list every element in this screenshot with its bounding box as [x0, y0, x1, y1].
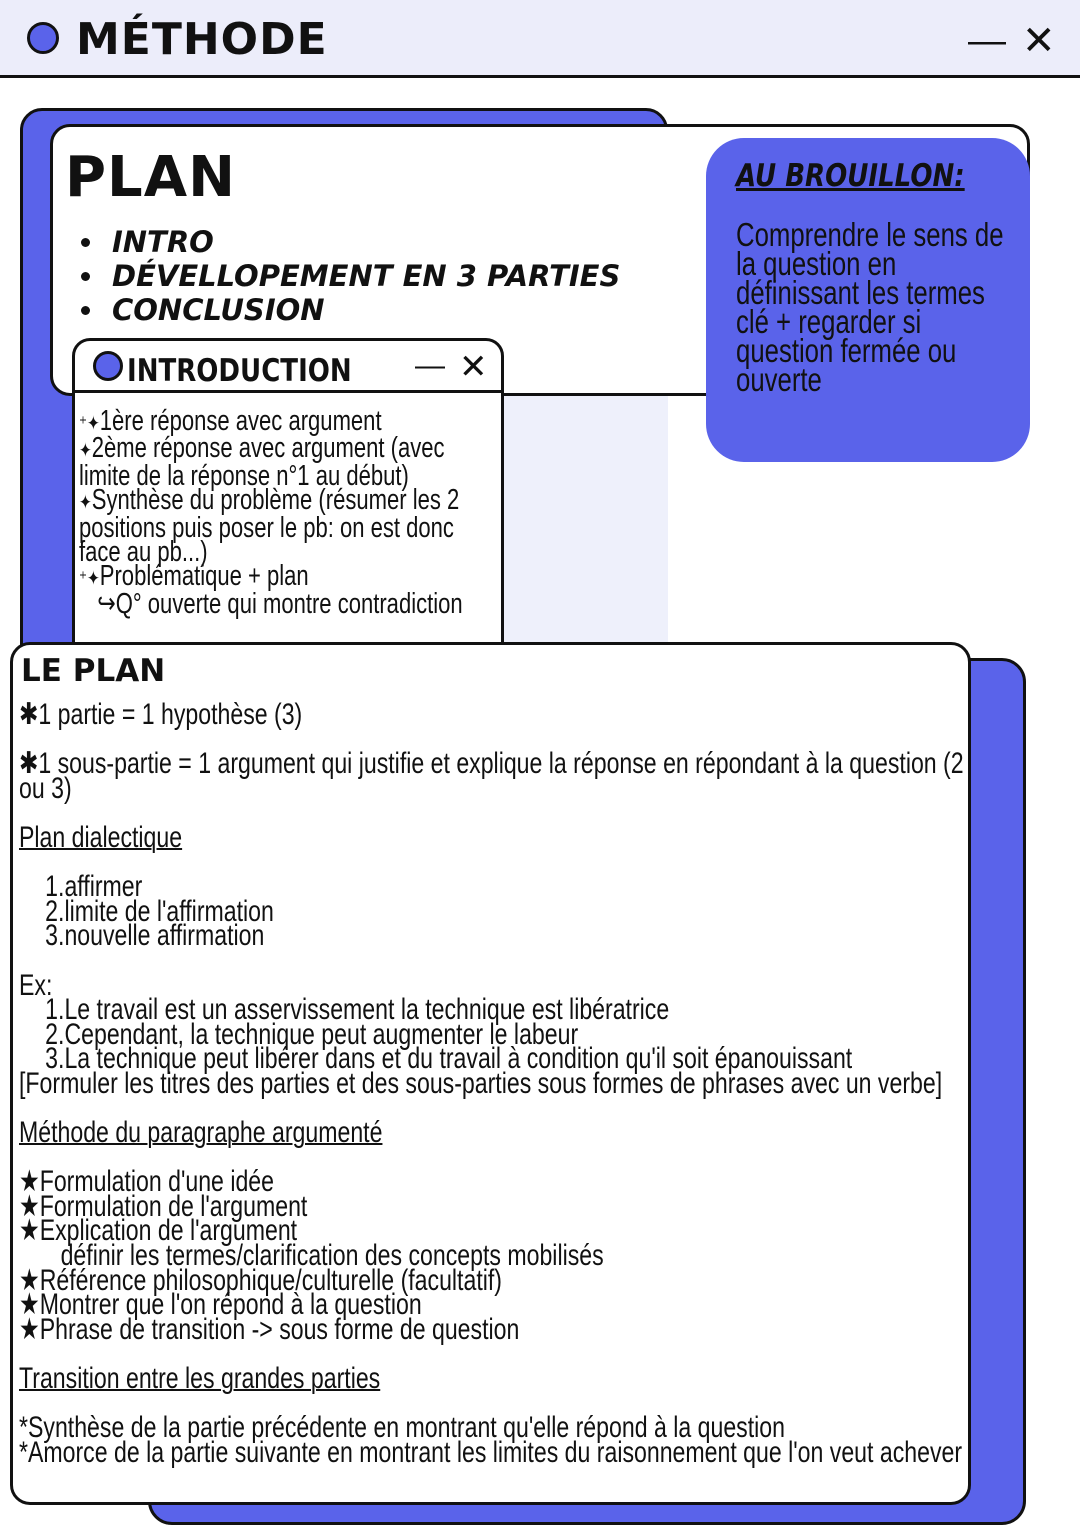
- title-bar: [0, 0, 1080, 78]
- bullet-icon: [81, 306, 90, 315]
- intro-line: positions puis poser le pb: on est donc: [79, 511, 454, 544]
- curved-arrow-icon: ↪: [97, 587, 116, 620]
- introduction-minimize-button[interactable]: —: [415, 349, 445, 382]
- introduction-close-button[interactable]: ✕: [459, 348, 488, 386]
- brouillon-card: [706, 138, 1030, 462]
- plan-title: PLAN: [65, 145, 236, 210]
- paragraphe-item: ★Référence philosophique/culturelle (facultatif): [19, 1263, 502, 1297]
- circle-icon: [27, 22, 59, 54]
- paragraphe-item: ★Explication de l'argument: [19, 1214, 298, 1248]
- example-item: 1.Le travail est un asservissement la technique est libératrice: [45, 993, 670, 1027]
- rule-partie: ✱1 partie = 1 hypothèse (3): [19, 698, 303, 731]
- transition-item: *Synthèse de la partie précédente en montrant qu'elle répond à la question: [19, 1411, 785, 1445]
- minimize-button[interactable]: —: [968, 20, 1006, 62]
- intro-line: ✦2ème réponse avec argument (avec: [79, 432, 445, 465]
- example-note: [Formuler les titres des parties et des sous-parties sous formes de phrases avec un verbe]: [19, 1066, 943, 1100]
- background-window-pane: [499, 393, 668, 669]
- ex-label: Ex:: [19, 968, 53, 1002]
- window-title: MÉTHODE: [76, 14, 328, 65]
- star-icon: ★: [19, 1214, 40, 1248]
- heading-paragraphe: Méthode du paragraphe argumenté: [19, 1116, 383, 1150]
- introduction-title: INTRODUCTION: [127, 353, 352, 389]
- dialectique-item: 1.affirmer: [45, 870, 143, 904]
- paragraphe-subitem: définir les termes/clarification des concepts mobilisés: [60, 1239, 604, 1273]
- intro-line: limite de la réponse n°1 au début): [79, 459, 409, 492]
- paragraphe-item: ★Phrase de transition -> sous forme de question: [19, 1312, 520, 1346]
- intro-line: ⁺✦Problématique + plan: [79, 560, 309, 593]
- introduction-window: [72, 338, 504, 656]
- intro-line: ⁺✦1ère réponse avec argument: [79, 405, 382, 437]
- star-burst-icon: ✱: [19, 698, 39, 731]
- le-plan-card: [10, 642, 971, 1505]
- plan-item-intro: INTRO: [81, 225, 620, 259]
- heading-transition: Transition entre les grandes parties: [19, 1362, 381, 1396]
- introduction-header: [75, 341, 501, 393]
- plan-item-developpement: DÉVELLOPEMENT EN 3 PARTIES: [81, 259, 620, 293]
- paragraphe-item: ★Formulation de l'argument: [19, 1189, 308, 1223]
- rule-sous-partie: ✱1 sous-partie = 1 argument qui justifie et explique la réponse en répondant à la question (2: [19, 747, 964, 781]
- star-icon: ★: [19, 1165, 40, 1199]
- transition-item: *Amorce de la partie suivante en montrant les limites du raisonnement que l'on veut achever: [19, 1435, 963, 1469]
- brouillon-text: Comprendre le sens de la question en définissant les termes clé + regarder si question fermée ou ouverte: [736, 216, 1004, 398]
- star-burst-icon: ✱: [19, 747, 39, 781]
- star-icon: ★: [19, 1312, 40, 1346]
- star-icon: ★: [19, 1189, 40, 1223]
- circle-icon: [93, 351, 123, 381]
- dialectique-item: 3.nouvelle affirmation: [45, 919, 265, 953]
- rule-sous-partie-cont: ou 3): [19, 771, 72, 805]
- introduction-body: [79, 405, 474, 620]
- intro-line: ↪Q° ouverte qui montre contradiction: [97, 587, 463, 620]
- intro-line: ✦Synthèse du problème (résumer les 2: [79, 484, 460, 517]
- close-button[interactable]: ✕: [1022, 19, 1056, 63]
- heading-plan-dialectique: Plan dialectique: [19, 820, 183, 854]
- plan-item-conclusion: CONCLUSION: [81, 293, 620, 327]
- star-icon: ★: [19, 1288, 40, 1322]
- star-icon: ★: [19, 1263, 40, 1297]
- plan-list: [81, 225, 620, 327]
- sparkle-icon: ✦: [79, 440, 92, 463]
- dialectique-item: 2.limite de l'affirmation: [45, 894, 274, 928]
- intro-line: face au pb...): [79, 536, 208, 569]
- example-item: 3.La technique peut libérer dans et du travail à condition qu'il soit épanouissant: [45, 1042, 853, 1076]
- example-item: 2.Cependant, la technique peut augmenter le labeur: [45, 1017, 579, 1051]
- sparkle-icon: ⁺✦: [79, 568, 100, 591]
- sparkle-icon: ✦: [79, 492, 92, 515]
- brouillon-title: AU BROUILLON:: [736, 158, 965, 194]
- sparkle-icon: ⁺✦: [79, 413, 100, 435]
- paragraphe-item: ★Montrer que l'on répond à la question: [19, 1288, 422, 1322]
- paragraphe-item: ★Formulation d'une idée: [19, 1165, 274, 1199]
- bullet-icon: [81, 272, 90, 281]
- le-plan-title: LE PLAN: [21, 653, 166, 689]
- le-plan-body: [19, 698, 964, 1469]
- bullet-icon: [81, 238, 90, 247]
